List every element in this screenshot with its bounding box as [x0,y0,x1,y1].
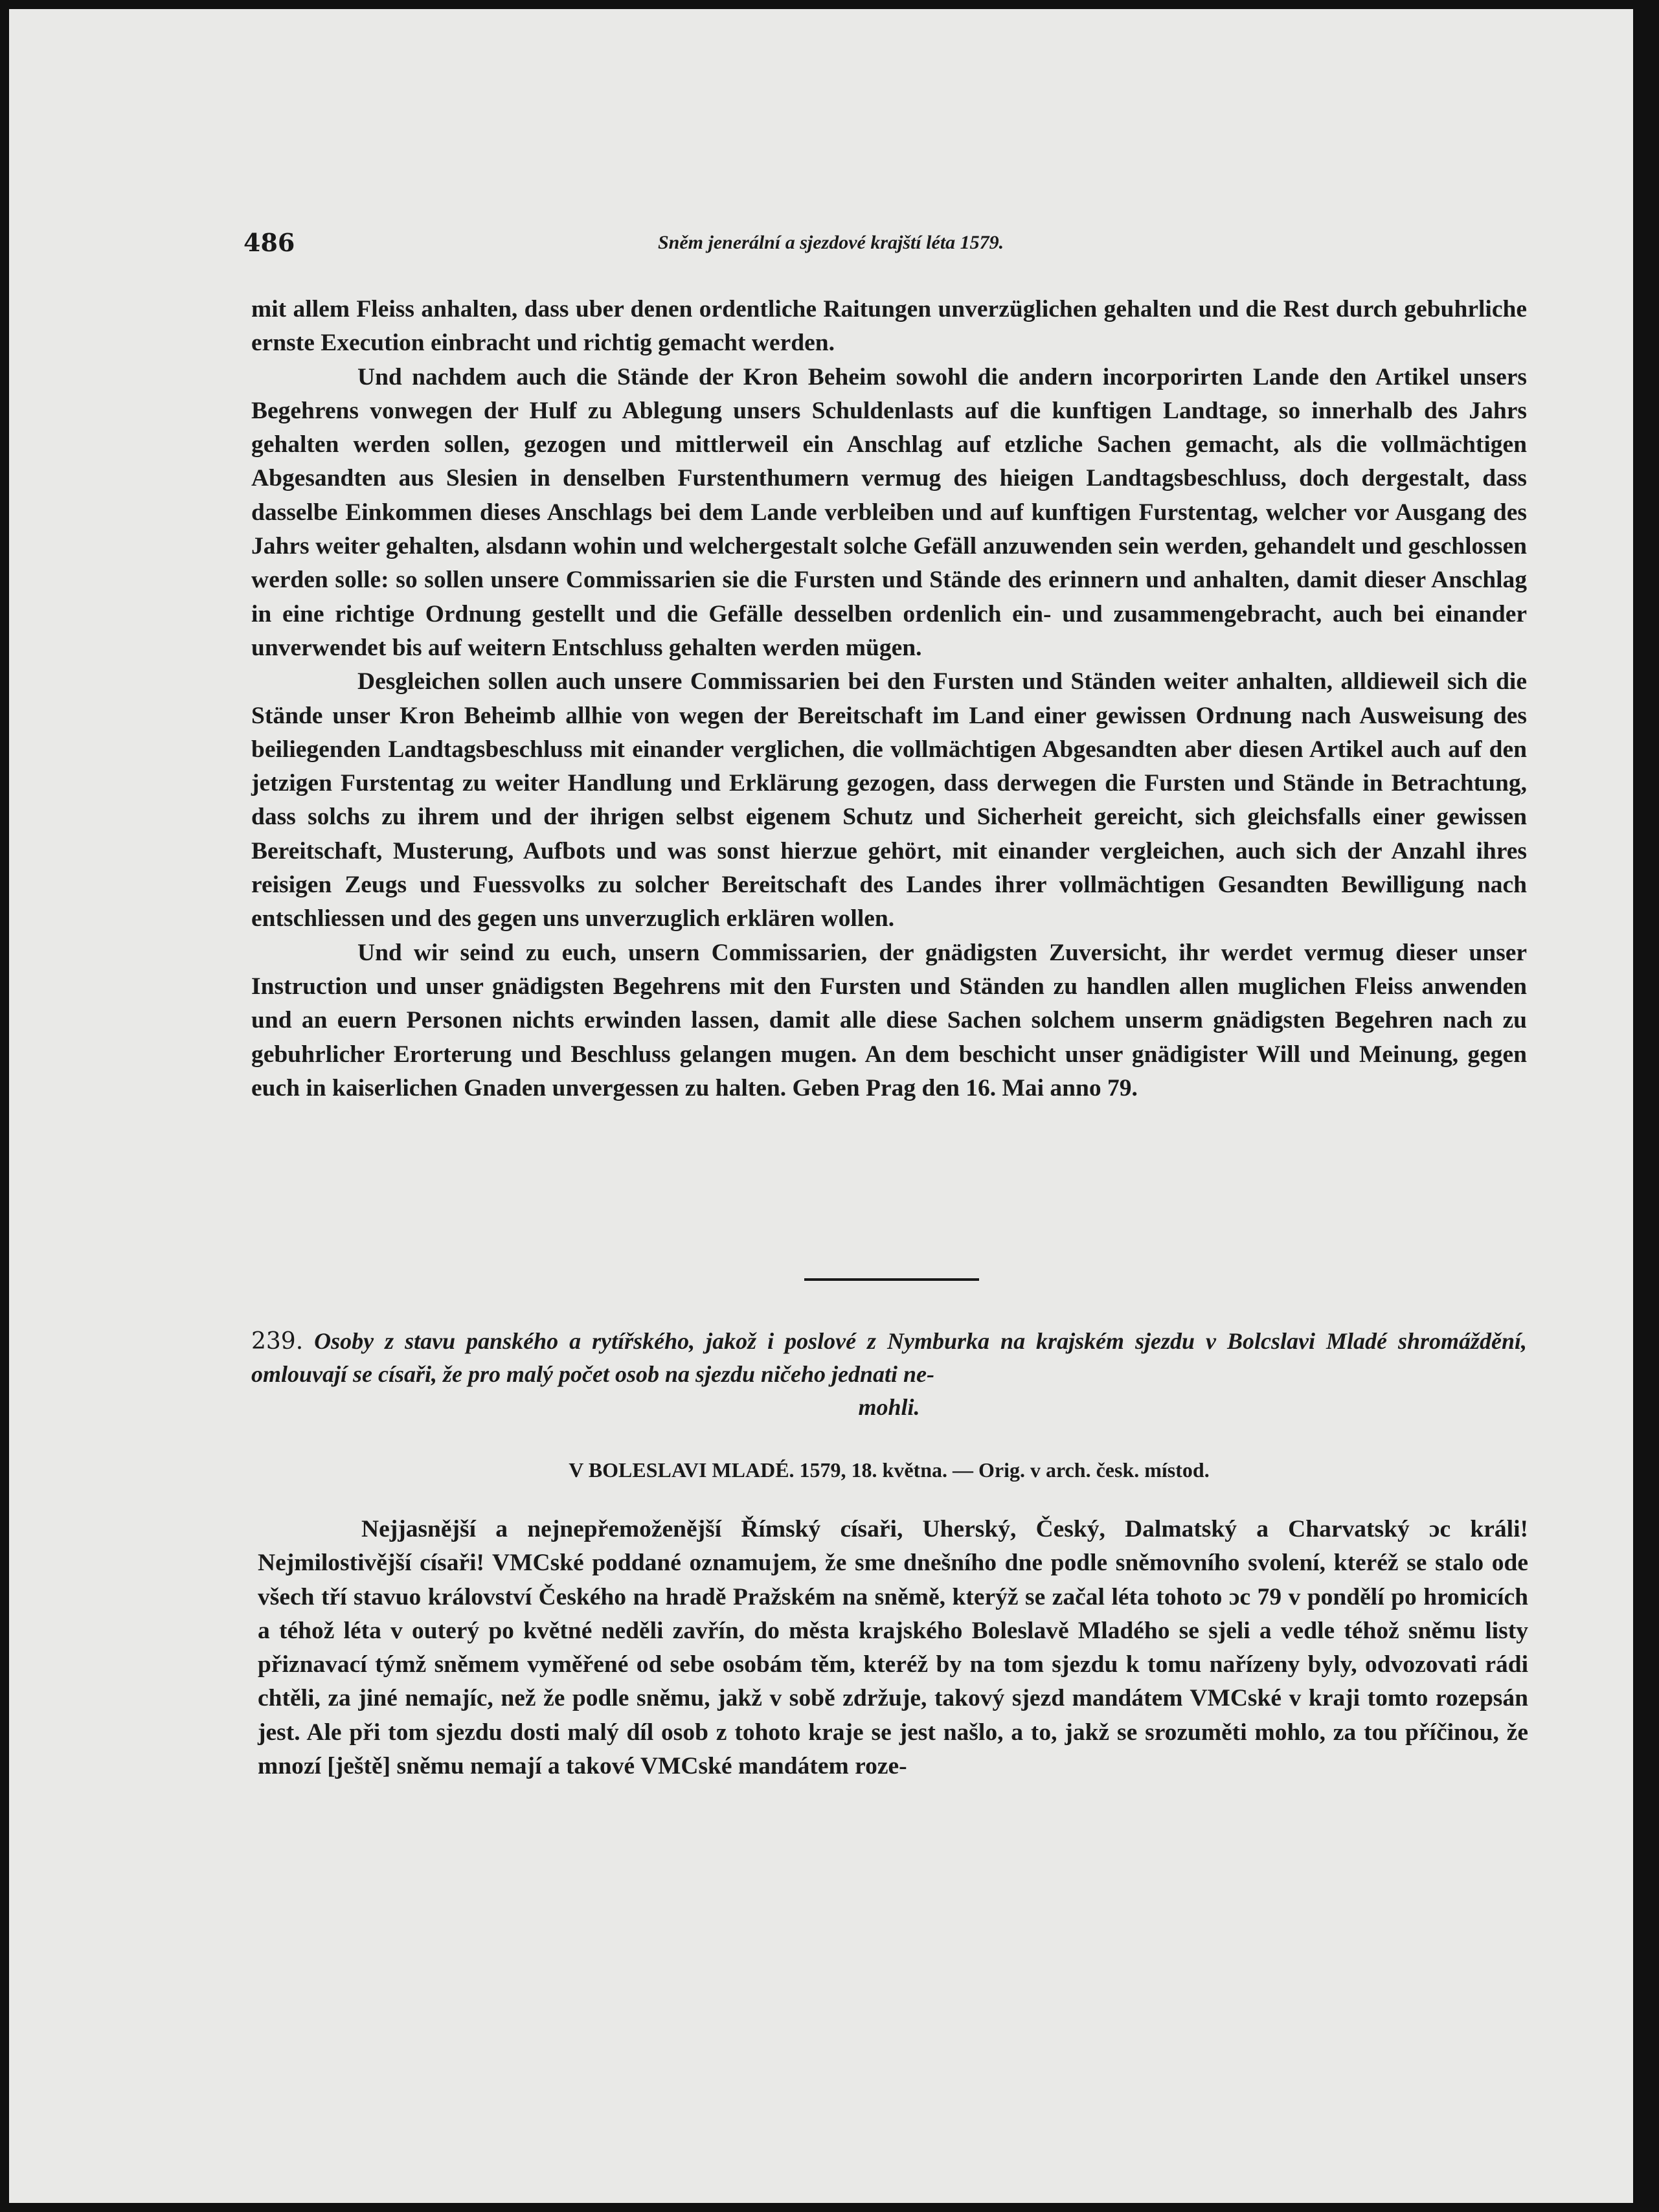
document-number: 239. [251,1328,304,1355]
paragraph-continuation: mit allem Fleiss anhalten, dass uber denen ordentliche Raitungen unverzüglichen gehalten und die Rest durch gebuhrliche ernste Execution einbracht und richtig gemacht werden. [251,296,1527,357]
page-header [243,228,1116,260]
page-number: 486 [243,228,295,257]
paragraph: Und wir seind zu euch, unsern Commissarien, der gnädigsten Zuversicht, ihr werdet vermug dieser unser Instruction und unser gnädigsten Begehrens mit den Fursten und Ständen zu handlen allen muglichen Fleiss anwenden und an euern Personen nichts erwinden lassen, damit alle diese Sachen solchem unserm gnädigsten Begehren nach zu gebuhrlicher Erorterung und Beschluss gelangen mugen. An dem beschicht unser gnädigister Will und Meinung, gegen euch in kaiserlichen Gnaden unvergessen zu halten. Geben Prag den 16. Mai anno 79. [251,939,1527,1101]
paragraph: Nejjasnější a nejnepřemoženější Římský císaři, Uherský, Český, Dalmatský a Charvatský ɔc králi! Nejmilostivější císaři! VMCské poddané oznamujem, že sme dnešního dne podle sněmovního svolení, kteréž se stalo ode všech tří stavuo království Českého na hradě Pražském na sněmě, kterýž se začal léta tohoto ɔc 79 v pondělí po hromicích a téhož léta v outerý po květné neděli zavřín, do města krajského Boleslavě Mladého se sjeli a vedle téhož sněmu listy přiznavací týmž sněmem vyměřené od sebe osobám těm, kteréž by na tom sjezdu k tomu nařízeny byly, odvozovati rádi chtěli, za jiné nemajíc, než že podle sněmu, jakž v sobě zdržuje, takový sjezd mandátem VMCské v kraji tomto rozepsán jest. Ale při tom sjezdu dosti malý díl osob z tohoto kraje se jest našlo, a to, jakž se srozuměti mohlo, za tou příčinou, že mnozí [ještě] sněmu nemají a takové VMCské mandátem roze- [258,1516,1528,1780]
german-instruction-text [251,293,1527,1105]
czech-letter-text [258,1513,1528,1783]
paragraph: Desgleichen sollen auch unsere Commissarien bei den Fursten und Ständen weiter anhalten, alldieweil sich die Stände unser Kron Beheimb allhie von wegen der Bereitschaft im Land einer gewissen Ordnung nach Ausweisung des beiliegenden Landtagsbeschluss mit einander verglichen, die vollmächtigen Abgesandten aber diesen Artikel auch auf den jetzigen Furstentag zu weiter Handlung und Erklärung gezogen, dass derwegen die Fursten und Stände in Betrachtung, dass solchs zu ihrem und der ihrigen selbst eigenem Schutz und Sicherheit gereicht, sich gleichsfalls einer gewissen Bereitschaft, Musterung, Aufbots und was sonst hierzue gehört, mit einander vergleichen, auch sich der Anzahl ihres reisigen Zeugs und Fuessvolks zu solcher Bereitschaft des Landes ihrer vollmächtigen Gesandten Bewilligung nach entschliessen und des gegen uns unverzuglich erklären wollen. [251,668,1527,932]
document-heading-text: Osoby z stavu panského a rytířského, jakož i poslové z Nymburka na krajském sjezdu v Bolcslavi Mladé shromáždění, omlouvají se císaři, že pro malý počet osob na sjezdu ničeho jednati ne- [251,1328,1528,1387]
paragraph: Und nachdem auch die Stände der Kron Beheim sowohl die andern incorporirten Lande den Artikel unsers Begehrens vonwegen der Hulf zu Ablegung unsers Schuldenlasts auf die kunftigen Landtage, so innerhalb des Jahrs gehalten werden sollen, gezogen und mittlerweil ein Anschlag auf etzliche Sachen gemacht, als die vollmächtigen Abgesandten aus Slesien in denselben Furstenthumern vermug des hieigen Landtagsbeschluss, doch dergestalt, dass dasselbe Einkommen dieses Anschlags bei dem Lande verbleiben und auf kunftigen Furstentag, welcher vor Ausgang des Jahrs weiter gehalten, alsdann wohin und welchergestalt solche Gefäll anzuwenden sein werden, gehandelt und geschlossen werden solle: so sollen unsere Commissarien sie die Fursten und Stände des erinnern und anhalten, damit dieser Anschlag in eine richtige Ordnung gestellt und die Gefälle desselben ordenlich ein- und zusammengebracht, auch bei einander unverwendet bis auf weitern Entschluss gehalten werden mügen. [251,363,1527,661]
document-source-line: V BOLESLAVI MLADÉ. 1579, 18. května. — Orig. v arch. česk. místod. [569,1458,1210,1482]
section-divider [804,1278,979,1281]
document-heading [251,1325,1527,1424]
running-title: Sněm jenerální a sjezdové krajští léta 1579. [658,232,1004,253]
document-heading-last-line: mohli. [858,1394,920,1420]
